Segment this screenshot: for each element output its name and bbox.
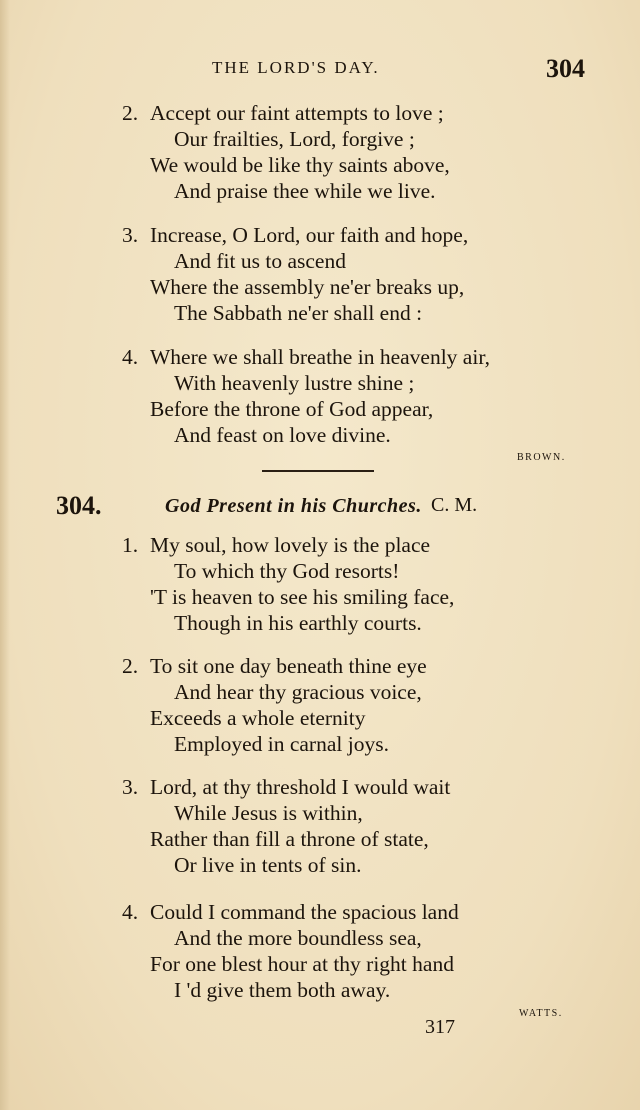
prev-verse-4 xyxy=(122,344,490,448)
verse-line: For one blest hour at thy right hand xyxy=(150,952,454,976)
verse-line: Though in his earthly courts. xyxy=(174,611,422,635)
verse-line: Or live in tents of sin. xyxy=(174,853,362,877)
folio-number: 317 xyxy=(425,1016,455,1038)
prev-verse-2 xyxy=(122,100,450,204)
verse-line: The Sabbath ne'er shall end : xyxy=(174,301,423,325)
verse-line: And feast on love divine. xyxy=(174,423,391,447)
verse-line: And hear thy gracious voice, xyxy=(174,680,422,704)
hymn-verse-4 xyxy=(122,899,459,1003)
verse-line: Our frailties, Lord, forgive ; xyxy=(174,127,415,151)
verse-number: 3. xyxy=(122,223,139,247)
verse-line: 3. Lord, at thy threshold I would wait xyxy=(122,775,451,799)
verse-line: 2. To sit one day beneath thine eye xyxy=(122,654,427,678)
hymn-title: God Present in his Churches. xyxy=(165,495,422,517)
verse-line: 'T is heaven to see his smiling face, xyxy=(150,585,455,609)
verse-line: To which thy God resorts! xyxy=(174,559,400,583)
hymn-verse-2 xyxy=(122,653,427,757)
verse-line: 2. Accept our faint attempts to love ; xyxy=(122,101,444,125)
verse-number: 2. xyxy=(122,101,139,125)
hymn-number: 304. xyxy=(56,491,102,520)
prev-hymn-author: BROWN. xyxy=(517,452,566,463)
verse-line: With heavenly lustre shine ; xyxy=(174,371,415,395)
section-divider xyxy=(262,470,374,472)
verse-line: 4. Could I command the spacious land xyxy=(122,900,459,924)
verse-line: Exceeds a whole eternity xyxy=(150,706,366,730)
hymn-author: WATTS. xyxy=(519,1008,563,1019)
verse-line: Employed in carnal joys. xyxy=(174,732,389,756)
hymn-verse-3 xyxy=(122,774,450,878)
verse-number: 2. xyxy=(122,654,139,678)
verse-number: 4. xyxy=(122,900,139,924)
page-edge-shadow xyxy=(0,0,10,1110)
verse-number: 4. xyxy=(122,345,139,369)
verse-number: 1. xyxy=(122,533,139,557)
verse-line: And praise thee while we live. xyxy=(174,179,436,203)
running-title: THE LORD'S DAY. xyxy=(212,58,380,77)
verse-line: And the more boundless sea, xyxy=(174,926,422,950)
prev-verse-3 xyxy=(122,222,468,326)
verse-line: And fit us to ascend xyxy=(174,249,346,273)
hymn-page-number: 304 xyxy=(546,54,585,83)
verse-line: We would be like thy saints above, xyxy=(150,153,450,177)
verse-line: I 'd give them both away. xyxy=(174,978,391,1002)
verse-line: Where the assembly ne'er breaks up, xyxy=(150,275,465,299)
verse-number: 3. xyxy=(122,775,139,799)
hymn-meter: C. M. xyxy=(431,494,478,516)
hymn-verse-1 xyxy=(122,532,454,636)
verse-line: Rather than fill a throne of state, xyxy=(150,827,429,851)
verse-line: 4. Where we shall breathe in heavenly air, xyxy=(122,345,490,369)
verse-line: Before the throne of God appear, xyxy=(150,397,434,421)
verse-line: While Jesus is within, xyxy=(174,801,363,825)
verse-line: 3. Increase, O Lord, our faith and hope, xyxy=(122,223,469,247)
verse-line: 1. My soul, how lovely is the place xyxy=(122,533,431,557)
